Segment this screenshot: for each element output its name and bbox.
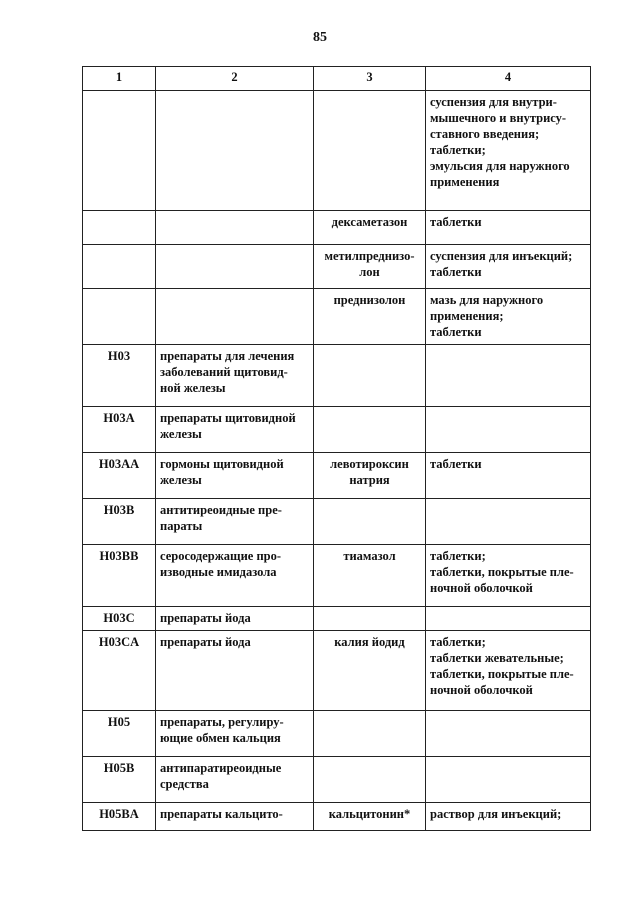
- atc-code-cell: [83, 211, 156, 245]
- table-row: [83, 407, 591, 453]
- column-header-1: 1: [83, 67, 156, 91]
- dosage-form-line: таблетки, покрытые пле-: [430, 565, 574, 579]
- dosage-form-line: мазь для наружного: [430, 293, 544, 307]
- group-name-line: препараты щитовидной: [160, 411, 296, 425]
- group-name-cell: [156, 289, 314, 345]
- dosage-form-line: эмульсия для наружного: [430, 159, 570, 173]
- group-name-line: железы: [160, 427, 202, 441]
- table-row: [83, 499, 591, 545]
- group-name-cell: [156, 803, 314, 831]
- group-name-line: заболеваний щитовид-: [160, 365, 288, 379]
- group-name-line: серосодержащие про-: [160, 549, 282, 563]
- dosage-form-line: ночной оболочкой: [430, 683, 533, 697]
- group-name-line: антитиреоидные пре-: [160, 503, 282, 517]
- dosage-form-line: таблетки: [430, 325, 482, 339]
- dosage-form-cell: [426, 711, 591, 757]
- table-row: [83, 289, 591, 345]
- atc-code-cell: H03C: [83, 607, 156, 631]
- table-row: [83, 757, 591, 803]
- dosage-form-line: таблетки: [430, 457, 482, 471]
- atc-code-cell: [83, 91, 156, 211]
- column-header-3: 3: [314, 67, 426, 91]
- dosage-form-line: таблетки;: [430, 635, 486, 649]
- group-name-cell: [156, 607, 314, 631]
- atc-code-cell: H03B: [83, 499, 156, 545]
- drug-name-cell: [314, 545, 426, 607]
- column-header-4: 4: [426, 67, 591, 91]
- drug-table: [82, 66, 591, 831]
- dosage-form-cell: [426, 499, 591, 545]
- dosage-form-line: таблетки;: [430, 549, 486, 563]
- group-name-line: изводные имидазола: [160, 565, 277, 579]
- drug-name-cell: [314, 289, 426, 345]
- dosage-form-line: таблетки, покрытые пле-: [430, 667, 574, 681]
- atc-code-cell: H05: [83, 711, 156, 757]
- group-name-cell: [156, 499, 314, 545]
- drug-name-line: лон: [359, 265, 380, 279]
- dosage-form-line: применения: [430, 175, 500, 189]
- dosage-form-cell: [426, 631, 591, 711]
- group-name-cell: [156, 631, 314, 711]
- table-row: [83, 545, 591, 607]
- drug-name-cell: [314, 711, 426, 757]
- drug-name-line: преднизолон: [333, 293, 406, 307]
- drug-name-cell: [314, 407, 426, 453]
- atc-code-cell: H03: [83, 345, 156, 407]
- dosage-form-cell: [426, 757, 591, 803]
- table-row: [83, 607, 591, 631]
- group-name-cell: [156, 245, 314, 289]
- table-row: [83, 631, 591, 711]
- dosage-form-cell: [426, 289, 591, 345]
- dosage-form-cell: [426, 803, 591, 831]
- dosage-form-cell: [426, 545, 591, 607]
- group-name-line: железы: [160, 473, 202, 487]
- dosage-form-line: мышечного и внутрису-: [430, 111, 567, 125]
- dosage-form-line: ночной оболочкой: [430, 581, 533, 595]
- dosage-form-line: суспензия для инъекций;: [430, 249, 573, 263]
- table-row: [83, 91, 591, 211]
- atc-code-cell: H05BA: [83, 803, 156, 831]
- drug-name-cell: [314, 803, 426, 831]
- dosage-form-line: применения;: [430, 309, 504, 323]
- group-name-cell: [156, 545, 314, 607]
- column-header-2: 2: [156, 67, 314, 91]
- group-name-cell: [156, 407, 314, 453]
- drug-name-cell: [314, 453, 426, 499]
- group-name-line: препараты для лечения: [160, 349, 295, 363]
- drug-name-line: левотироксин: [330, 457, 409, 471]
- group-name-line: препараты йода: [160, 611, 251, 625]
- drug-name-cell: [314, 607, 426, 631]
- drug-name-cell: [314, 631, 426, 711]
- dosage-form-line: таблетки: [430, 265, 482, 279]
- group-name-line: ющие обмен кальция: [160, 731, 281, 745]
- drug-name-cell: [314, 245, 426, 289]
- dosage-form-cell: [426, 407, 591, 453]
- dosage-form-line: таблетки жевательные;: [430, 651, 564, 665]
- table-row: [83, 803, 591, 831]
- drug-name-line: метилпреднизо-: [324, 249, 415, 263]
- dosage-form-line: ставного введения;: [430, 127, 540, 141]
- group-name-cell: [156, 757, 314, 803]
- drug-name-cell: [314, 499, 426, 545]
- drug-name-cell: [314, 91, 426, 211]
- dosage-form-cell: [426, 91, 591, 211]
- drug-name-line: тиамазол: [343, 549, 396, 563]
- dosage-form-cell: [426, 211, 591, 245]
- table-row: [83, 211, 591, 245]
- atc-code-cell: H03AA: [83, 453, 156, 499]
- page-number: 85: [313, 30, 327, 45]
- drug-name-cell: [314, 211, 426, 245]
- drug-name-cell: [314, 757, 426, 803]
- atc-code-cell: H03BB: [83, 545, 156, 607]
- group-name-cell: [156, 211, 314, 245]
- dosage-form-line: таблетки: [430, 215, 482, 229]
- group-name-cell: [156, 345, 314, 407]
- group-name-line: препараты кальцито-: [160, 807, 283, 821]
- table-row: [83, 345, 591, 407]
- atc-code-cell: [83, 245, 156, 289]
- dosage-form-cell: [426, 245, 591, 289]
- table-row: [83, 245, 591, 289]
- drug-name-cell: [314, 345, 426, 407]
- group-name-line: параты: [160, 519, 203, 533]
- dosage-form-line: таблетки;: [430, 143, 486, 157]
- atc-code-cell: [83, 289, 156, 345]
- table-body: [83, 91, 591, 831]
- drug-name-line: калия йодид: [334, 635, 405, 649]
- group-name-cell: [156, 711, 314, 757]
- group-name-cell: [156, 91, 314, 211]
- atc-code-cell: H03A: [83, 407, 156, 453]
- group-name-line: препараты, регулиру-: [160, 715, 284, 729]
- dosage-form-line: раствор для инъекций;: [430, 807, 562, 821]
- drug-name-line: натрия: [349, 473, 390, 487]
- group-name-line: гормоны щитовидной: [160, 457, 284, 471]
- table-header-row: [83, 67, 591, 91]
- dosage-form-cell: [426, 345, 591, 407]
- group-name-line: препараты йода: [160, 635, 251, 649]
- dosage-form-line: суспензия для внутри-: [430, 95, 557, 109]
- drug-name-line: кальцитонин*: [328, 807, 411, 821]
- dosage-form-cell: [426, 453, 591, 499]
- group-name-cell: [156, 453, 314, 499]
- table-row: [83, 453, 591, 499]
- drug-name-line: дексаметазон: [331, 215, 408, 229]
- atc-code-cell: H03CA: [83, 631, 156, 711]
- group-name-line: средства: [160, 777, 209, 791]
- dosage-form-cell: [426, 607, 591, 631]
- group-name-line: антипаратиреоидные: [160, 761, 282, 775]
- atc-code-cell: H05B: [83, 757, 156, 803]
- group-name-line: ной железы: [160, 381, 226, 395]
- table-row: [83, 711, 591, 757]
